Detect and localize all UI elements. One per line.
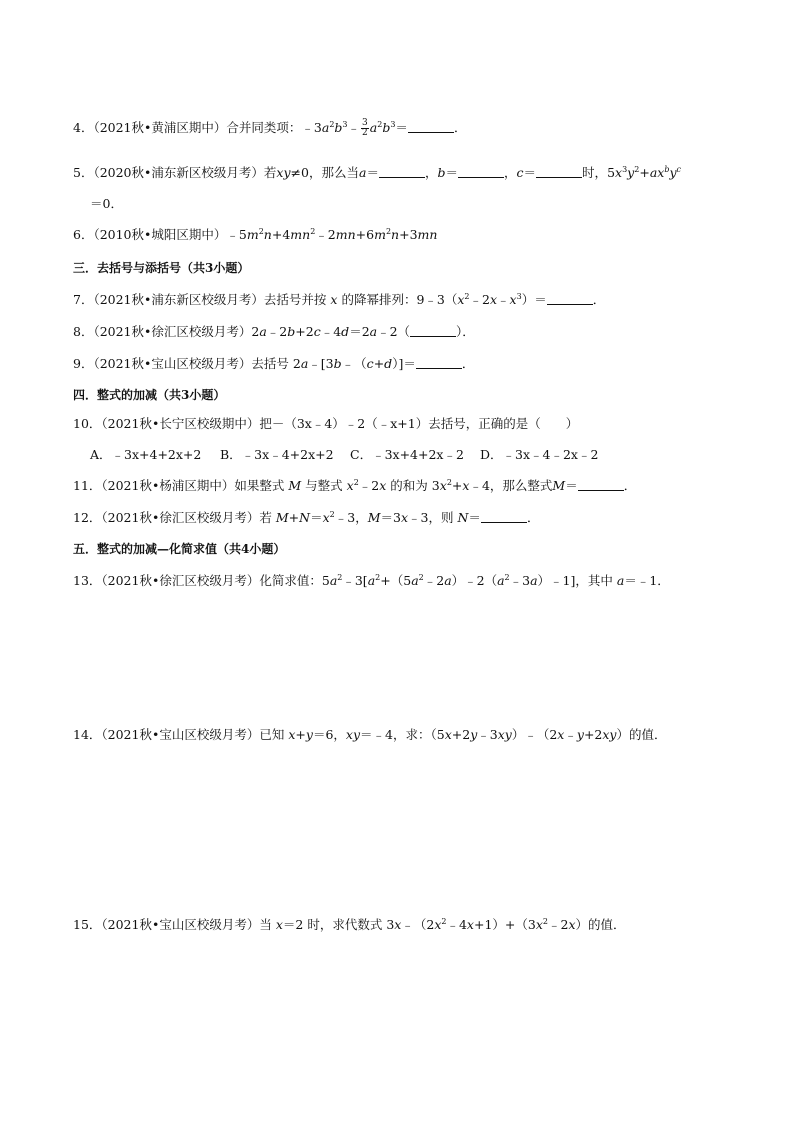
question-number: 4． [73,120,94,135]
answer-blank[interactable] [408,121,454,133]
answer-blank[interactable] [481,511,527,523]
option-c[interactable]: C．﹣3x+4+2x﹣2 [350,447,464,462]
question-number: 8． [73,324,94,339]
question-5-continued: ＝0． [90,196,123,211]
fraction: $\frac{3}{2}$ [362,118,368,138]
answer-blank[interactable] [379,166,425,178]
question-8: 8．（2021秋•徐汇区校级月考）2a﹣2b+2c﹣4d＝2a﹣2（ ）． [73,324,475,339]
question-10-options [90,447,610,463]
question-number: 7． [73,292,94,307]
question-number: 11． [73,478,102,493]
question-text: 合并同类项： [226,120,302,135]
question-number: 12． [73,510,102,525]
question-12: 12．（2021秋•徐汇区校级月考）若 $M+N=x^2﹣3$，M＝3x﹣3，则 N＝ ． [73,510,540,525]
question-source: （2021秋•杨浦区期中） [101,478,235,493]
section-heading: 四．整式的加减（共3小题） [73,388,226,402]
question-source: （2021秋•徐汇区校级月考） [93,324,252,339]
question-4: 4．（2021秋•黄浦区期中）合并同类项：$﹣3a^2b^3﹣$ $\frac{3}{2}$ $a^2b^3=$ ． [73,118,467,138]
answer-blank[interactable] [536,166,582,178]
question-5: 5．（2020秋•浦东新区校级月考）若xy≠0，那么当a＝ ，b＝ ，c＝ 时，$5x^3y^2+ax^by^c$ [73,165,681,180]
question-source: （2021秋•徐汇区校级月考） [101,510,260,525]
option-b[interactable]: B．﹣3x﹣4+2x+2 [220,447,334,462]
question-number: 10． [73,416,102,431]
question-number: 6． [73,227,94,242]
section-heading: 五．整式的加减—化简求值（共4小题） [73,542,286,556]
question-6: 6．（2010秋•城阳区期中）$﹣5m^2n+4mn^2﹣2mn+6m^2n+3mn$ [73,227,438,242]
option-d[interactable]: D．﹣3x﹣4﹣2x﹣2 [480,447,599,462]
answer-blank[interactable] [547,293,593,305]
question-source: （2020秋•浦东新区校级月考） [93,165,264,180]
question-7: 7．（2021秋•浦东新区校级月考）去括号并按 x 的降幂排列：$9﹣3(x^2﹣2x﹣x^3)=$ ． [73,292,606,307]
section-heading: 三．去括号与添括号（共3小题） [73,261,250,275]
answer-blank[interactable] [458,166,504,178]
question-source: （2010秋•城阳区期中） [93,227,227,242]
question-number: 13． [73,573,102,588]
answer-blank[interactable] [416,357,462,369]
question-source: （2021秋•宝山区校级月考） [93,356,252,371]
question-15: 15．（2021秋•宝山区校级月考）当 x＝2 时，求代数式 $3x﹣(2x^2﹣4x+1)+(3x^2﹣2x)$的值． [73,917,626,932]
option-a[interactable]: A．﹣3x+4+2x+2 [90,447,202,462]
question-13: 13．（2021秋•徐汇区校级月考）化简求值：$5a^2﹣3[a^2+(5a^2﹣2a)﹣2(a^2﹣3a)﹣1]$，其中 a＝﹣1． [73,573,670,588]
answer-blank[interactable] [578,479,624,491]
question-source: （2021秋•浦东新区校级月考） [93,292,264,307]
question-11: 11．（2021秋•杨浦区期中）如果整式 M 与整式 $x^2﹣2x$ 的和为 $3x^2+x﹣4$，那么整式M＝ ． [73,478,637,493]
answer-blank[interactable] [410,325,456,337]
question-number: 5． [73,165,94,180]
question-14: 14．（2021秋•宝山区校级月考）已知 x+y＝6，xy＝﹣4，求：（5x+2y﹣3xy）﹣（2x﹣y+2xy）的值． [73,727,667,742]
question-source: （2021秋•徐汇区校级月考） [101,573,260,588]
question-10: 10．（2021秋•长宁区校级期中）把－（3x﹣4）﹣2（﹣x+1）去括号，正确的是（ ） [73,416,579,431]
question-source: （2021秋•黄浦区期中） [93,120,227,135]
question-source: （2021秋•宝山区校级月考） [101,727,260,742]
question-source: （2021秋•宝山区校级月考） [101,917,260,932]
question-number: 9． [73,356,94,371]
question-number: 15． [73,917,102,932]
question-9: 9．（2021秋•宝山区校级月考）去括号 2a﹣[3b﹣（c+d）]＝ ． [73,356,475,371]
question-number: 14． [73,727,102,742]
question-source: （2021秋•长宁区校级期中） [101,416,260,431]
